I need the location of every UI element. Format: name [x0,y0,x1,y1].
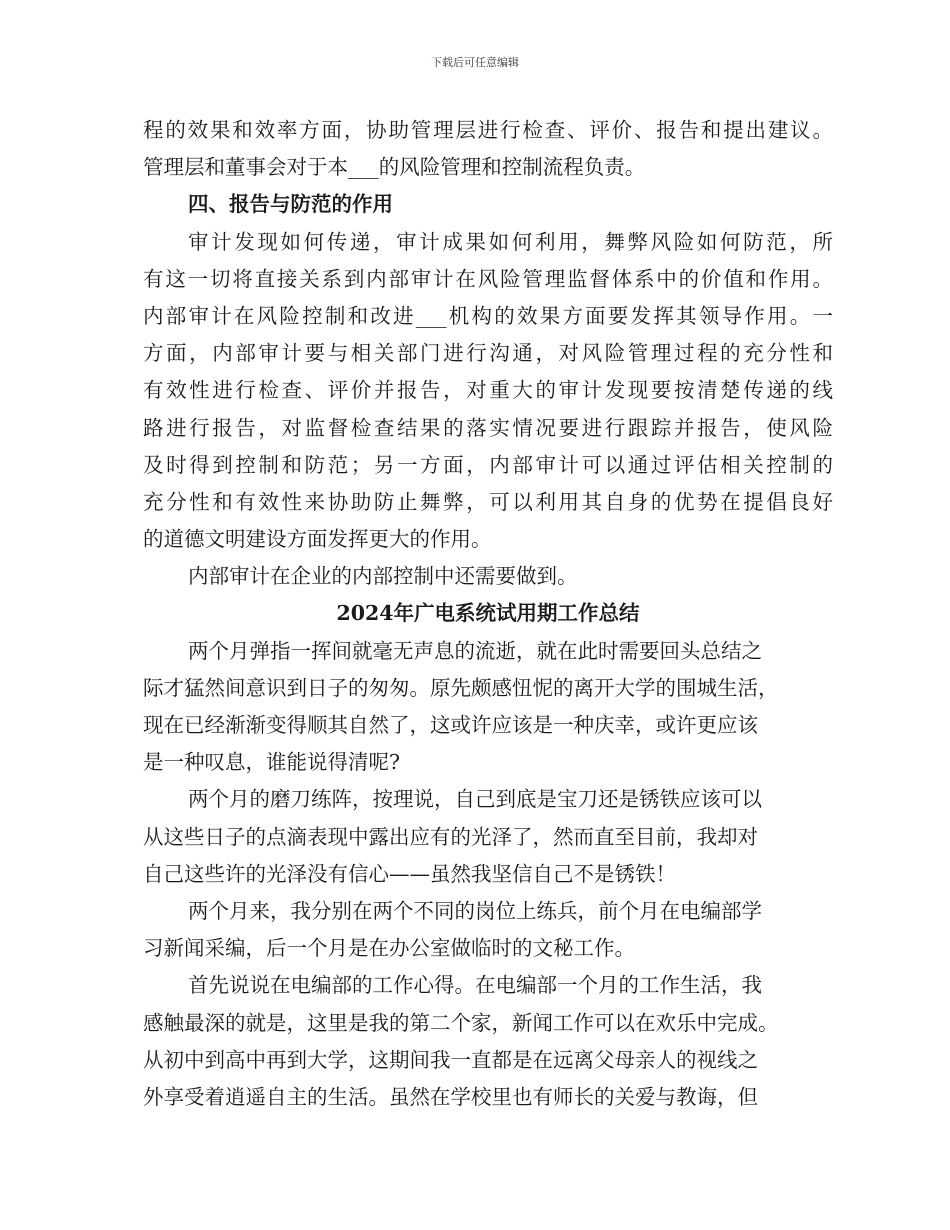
paragraph-line: 是一种叹息，谁能说得清呢? [143,750,400,775]
paragraph-line: 外享受着逍遥自主的生活。虽然在学校里也有师长的关爱与教诲，但 [143,1084,758,1109]
paragraph-line: 自己这些许的光泽没有信心——虽然我坚信自己不是锈铁！ [143,861,676,886]
paragraph-line: 两个月来，我分别在两个不同的岗位上练兵，前个月在电编部学 [188,898,762,923]
paragraph-line: 首先说说在电编部的工作心得。在电编部一个月的工作生活，我 [188,973,762,998]
document-body [143,112,833,1116]
paragraph-line: 的道德文明建设方面发挥更大的作用。 [143,527,492,552]
paragraph-line: 有效性进行检查、评价并报告，对重大的审计发现要按清楚传递的线 [143,378,833,403]
paragraph-line: 管理层和董事会对于本___的风险管理和控制流程负责。 [143,155,646,180]
paragraph-line: 感触最深的就是，这里是我的第二个家，新闻工作可以在欢乐中完成。 [143,1010,779,1035]
paragraph-line: 从这些日子的点滴表现中露出应有的光泽了，然而直至目前，我却对 [143,824,758,849]
paragraph-line: 充分性和有效性来协助防止舞弊，可以利用其自身的优势在提倡良好 [143,489,833,514]
paragraph-line: 内部审计在企业的内部控制中还需要做到。 [188,564,578,589]
paragraph-line: 两个月的磨刀练阵，按理说，自己到底是宝刀还是锈铁应该可以 [188,787,762,812]
paragraph-line: 及时得到控制和防范；另一方面，内部审计可以通过评估相关控制的 [143,452,833,477]
paragraph-line: 审计发现如何传递，审计成果如何利用，舞弊风险如何防范，所 [188,229,833,254]
paragraph-line: 习新闻采编，后一个月是在办公室做临时的文秘工作。 [143,936,635,961]
paragraph-line: 两个月弹指一挥间就毫无声息的流逝，就在此时需要回头总结之 [188,638,762,663]
paragraph-line: 路进行报告，对监督检查结果的落实情况要进行跟踪并报告，使风险 [143,415,833,440]
paragraph-line: 际才猛然间意识到日子的匆匆。原先颇感忸怩的离开大学的围城生活， [143,675,779,700]
paragraph-line: 现在已经渐渐变得顺其自然了，这或许应该是一种庆幸，或许更应该 [143,713,758,737]
paragraph-line: 有这一切将直接关系到内部审计在风险管理监督体系中的价值和作用。 [143,266,833,291]
paragraph-line: 方面，内部审计要与相关部门进行沟通，对风险管理过程的充分性和 [143,341,833,366]
paragraph-line: 内部审计在风险控制和改进___机构的效果方面要发挥其领导作用。一 [143,303,833,328]
section-heading: 四、报告与防范的作用 [188,192,393,217]
paragraph-line: 从初中到高中再到大学，这期间我一直都是在远离父母亲人的视线之 [143,1047,758,1072]
page-header: 下载后可任意编辑 [431,56,519,69]
paragraph-line: 程的效果和效率方面，协助管理层进行检查、评价、报告和提出建议。 [143,118,833,142]
document-title: 2024年广电系统试用期工作总结 [336,601,640,626]
